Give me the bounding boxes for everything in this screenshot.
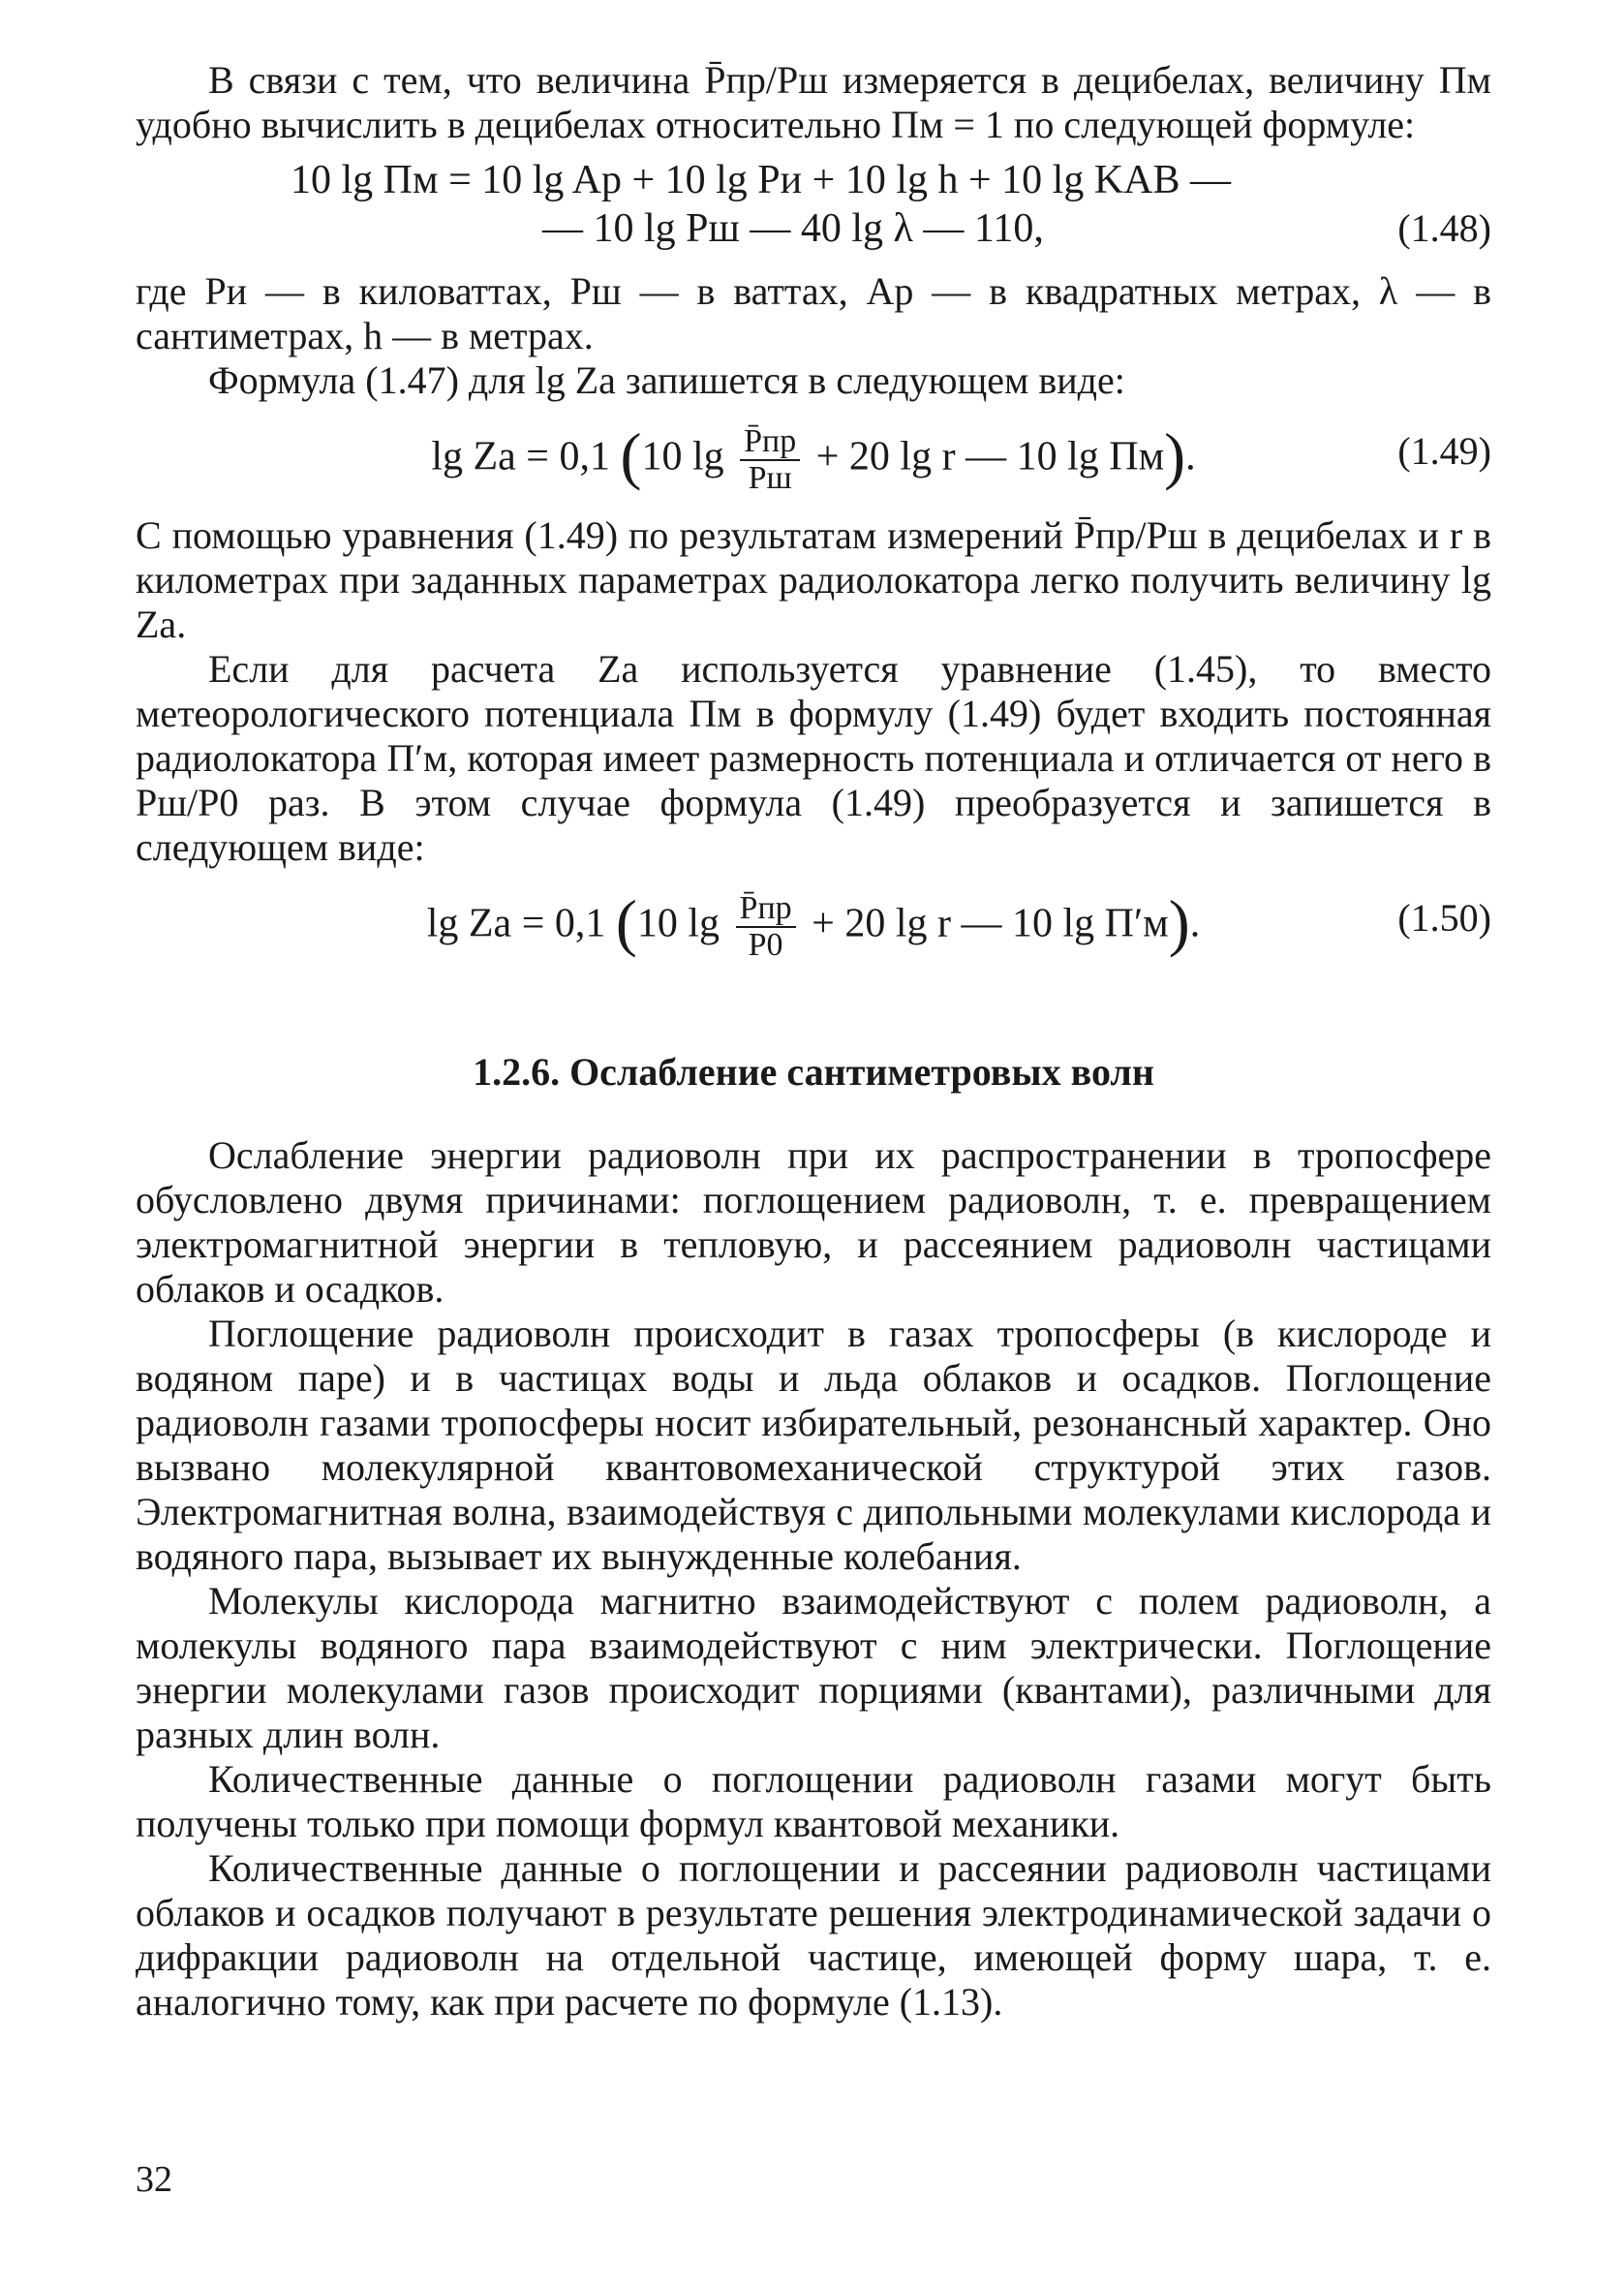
paren-open: (	[620, 420, 642, 492]
paragraph: Количественные данные о поглощении и рассеянии радиоволн частицами облаков и осадков получают в результате решения электродинамической задачи о дифракции радиоволн на отдельной частице, имеющей форму шара, т. е. аналогично тому, как при расчете по формуле (1.13).	[136, 1846, 1491, 2024]
formula-left: lg Za = 0,1	[431, 434, 610, 479]
paragraph: где Pи — в киловаттах, Pш — в ваттах, Ap — в квадратных метрах, λ — в сантиметрах, h — в метрах.	[136, 269, 1491, 357]
formula-1-49: lg Za = 0,1 (10 lg P̄пр Pш + 20 lg r — 10 lg Пм). (1.49)	[431, 420, 1491, 496]
formula-pre: 10 lg	[636, 901, 720, 946]
paragraph: Поглощение радиоволн происходит в газах тропосферы (в кислороде и водяном паре) и в частицах воды и льда облаков и осадков. Поглощение радиоволн газами тропосферы носит избирательный, резонансный характер. Оно вызвано молекулярной квантовомеханической структурой этих газов. Электромагнитная волна, взаимодействуя с дипольными молекулами кислорода и водяного пара, вызывает их вынужденные колебания.	[136, 1312, 1491, 1578]
fraction-denominator: Pш	[748, 460, 792, 496]
equation-number: (1.48)	[1397, 206, 1491, 250]
fraction	[736, 891, 796, 963]
formula-post: + 20 lg r — 10 lg Пм	[815, 434, 1165, 479]
fraction	[740, 424, 800, 496]
paren-close: )	[1168, 887, 1190, 959]
formula-line: — 10 lg Pш — 40 lg λ — 110,	[542, 206, 1044, 251]
paragraph: Ослабление энергии радиоволн при их распространении в тропосфере обусловлено двумя причинами: поглощением радиоволн, т. е. превращением электромагнитной энергии в тепловую, и рассеянием радиоволн частицами облаков и осадков.	[136, 1133, 1491, 1311]
paragraph: В связи с тем, что величина P̄пр/Pш измеряется в децибелах, величину Пм удобно вычислить в децибелах относительно Пм = 1 по следующей формуле:	[136, 58, 1491, 146]
paragraph: С помощью уравнения (1.49) по результатам измерений P̄пр/Pш в децибелах и r в километрах при заданных параметрах радиолокатора легко получить величину lg Za.	[136, 513, 1491, 646]
paragraph: Молекулы кислорода магнитно взаимодействуют с полем радиоволн, а молекулы водяного пара взаимодействуют с ним электрически. Поглощение энергии молекулами газов происходит порциями (квантами), различными для разных длин волн.	[136, 1579, 1491, 1756]
formula-line: 10 lg Пм = 10 lg Ap + 10 lg Pи + 10 lg h + 10 lg KАВ —	[291, 158, 1232, 202]
equation-number: (1.49)	[1397, 429, 1491, 473]
paragraph: Формула (1.47) для lg Za запишется в следующем виде:	[208, 358, 1125, 402]
page-number: 32	[136, 2159, 172, 2200]
fraction-numerator: P̄пр	[736, 891, 796, 928]
paragraph: Количественные данные о поглощении радиоволн газами могут быть получены только при помощи формул квантовой механики.	[136, 1757, 1491, 1845]
section-heading: 1.2.6. Ослабление сантиметровых волн	[473, 1050, 1154, 1094]
fraction-numerator: P̄пр	[740, 424, 800, 461]
paren-open: (	[615, 887, 637, 959]
formula-post: + 20 lg r — 10 lg П′м	[812, 901, 1169, 946]
formula-1-50: lg Za = 0,1 (10 lg P̄пр P0 + 20 lg r — 10 lg П′м). (1.50)	[426, 887, 1491, 963]
fraction-denominator: P0	[748, 927, 783, 963]
formula-1-48	[136, 157, 1491, 254]
paren-close: )	[1164, 420, 1186, 492]
equation-number: (1.50)	[1397, 896, 1491, 940]
page-body	[136, 58, 1491, 2025]
paragraph: Если для расчета Za используется уравнение (1.45), то вместо метеорологического потенциала Пм в формулу (1.49) будет входить постоянная радиолокатора П′м, которая имеет размерность потенциала и отличается от него в Pш/P0 раз. В этом случае формула (1.49) преобразуется и запишется в следующем виде:	[136, 647, 1491, 869]
formula-pre: 10 lg	[641, 434, 724, 479]
formula-left: lg Za = 0,1	[426, 901, 606, 946]
